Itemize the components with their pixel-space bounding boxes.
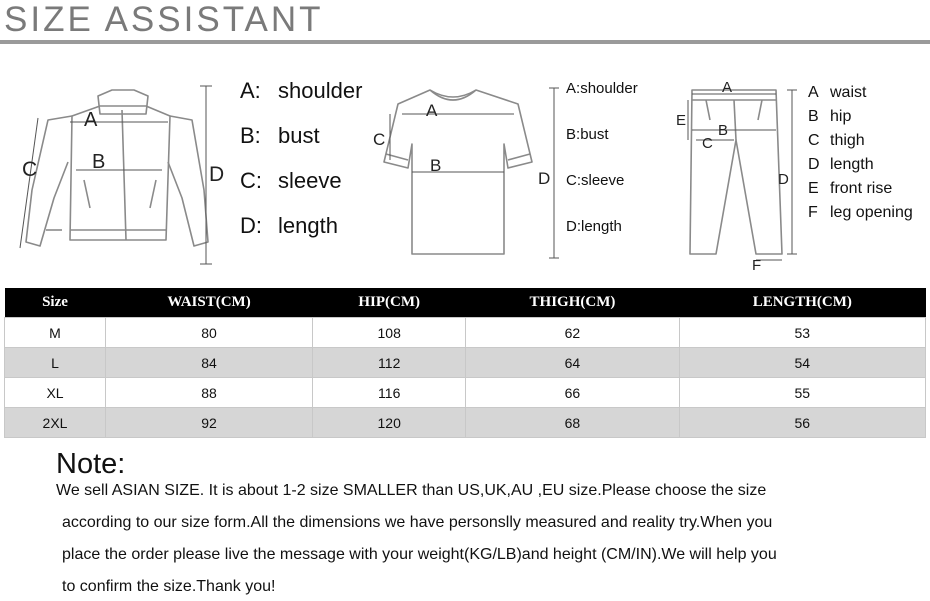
legend-key: A: [566, 80, 581, 97]
legend-item [566, 218, 638, 264]
legend-item [808, 180, 913, 204]
legend-key: D: [566, 218, 581, 235]
table-row [5, 318, 926, 348]
legend-item [566, 80, 638, 126]
legend-key: F [808, 204, 818, 221]
table-cell: 84 [106, 348, 313, 378]
pants-diagram [672, 76, 802, 272]
legend-key: E [808, 180, 819, 197]
legend-key: B [808, 108, 819, 125]
pants-label-e: E [676, 112, 687, 129]
legend-text: shoulder [278, 78, 363, 103]
jacket-diagram [10, 80, 225, 270]
legend-item [566, 172, 638, 218]
table-cell: 68 [466, 408, 679, 438]
tshirt-label-d: D [538, 169, 551, 188]
legend-item [808, 132, 913, 156]
legend-text: sleeve [581, 172, 625, 189]
legend-text: length [830, 156, 874, 173]
legend-key: A: [240, 78, 261, 103]
legend-item [240, 78, 362, 123]
page-title: SIZE ASSISTANT [4, 0, 324, 39]
table-cell: M [5, 318, 106, 348]
table-row [5, 378, 926, 408]
note-line: place the order please live the message with your weight(KG/LB)and height (CM/IN).We will help you [62, 546, 777, 563]
table-cell: 116 [313, 378, 466, 408]
legend-text: length [581, 218, 622, 235]
pants-label-c: C [702, 135, 713, 152]
title-divider [0, 40, 930, 44]
table-row [5, 348, 926, 378]
table-cell: 66 [466, 378, 679, 408]
tshirt-legend [566, 80, 638, 264]
legend-text: shoulder [580, 80, 638, 97]
tshirt-label-b: B [430, 156, 442, 175]
legend-key: C [808, 132, 820, 149]
note-line: to confirm the size.Thank you! [62, 578, 276, 595]
column-header: THIGH(CM) [466, 288, 679, 318]
table-cell: 2XL [5, 408, 106, 438]
pants-legend [808, 84, 913, 228]
table-cell: XL [5, 378, 106, 408]
jacket-label-c: C [22, 158, 38, 181]
column-header: LENGTH(CM) [679, 288, 925, 318]
pants-label-f: F [752, 257, 762, 274]
table-cell: 112 [313, 348, 466, 378]
note-heading: Note: [56, 448, 126, 480]
legend-text: waist [830, 84, 867, 101]
table-cell: 55 [679, 378, 925, 408]
tshirt-diagram [368, 80, 558, 265]
legend-key: D: [240, 213, 262, 238]
table-cell: L [5, 348, 106, 378]
table-cell: 54 [679, 348, 925, 378]
legend-key: C: [566, 172, 581, 189]
legend-text: bust [278, 123, 320, 148]
legend-item [808, 156, 913, 180]
legend-key: D [808, 156, 820, 173]
column-header: WAIST(CM) [106, 288, 313, 318]
legend-text: hip [830, 108, 852, 125]
legend-text: length [278, 213, 338, 238]
jacket-label-b: B [92, 151, 106, 173]
legend-key: C: [240, 168, 262, 193]
legend-key: B: [240, 123, 261, 148]
legend-item [240, 123, 362, 168]
jacket-label-d: D [209, 163, 225, 186]
size-table [4, 288, 926, 438]
legend-key: B: [566, 126, 581, 143]
pants-label-a: A [722, 79, 733, 96]
table-cell: 108 [313, 318, 466, 348]
table-cell: 88 [106, 378, 313, 408]
legend-text: bust [580, 126, 609, 143]
table-cell: 80 [106, 318, 313, 348]
legend-item [808, 108, 913, 132]
pants-label-b: B [718, 122, 729, 139]
legend-key: A [808, 84, 819, 101]
table-cell: 64 [466, 348, 679, 378]
legend-text: front rise [830, 180, 893, 197]
jacket-legend [240, 78, 362, 258]
legend-item [240, 213, 362, 258]
legend-item [566, 126, 638, 172]
column-header: HIP(CM) [313, 288, 466, 318]
legend-text: thigh [830, 132, 865, 149]
table-cell: 62 [466, 318, 679, 348]
legend-item [240, 168, 362, 213]
table-cell: 120 [313, 408, 466, 438]
tshirt-label-a: A [426, 101, 438, 120]
legend-text: sleeve [278, 168, 342, 193]
table-cell: 53 [679, 318, 925, 348]
table-row [5, 408, 926, 438]
tshirt-label-c: C [373, 130, 386, 149]
table-cell: 56 [679, 408, 925, 438]
legend-text: leg opening [830, 204, 913, 221]
note-line: according to our size form.All the dimensions we have personslly measured and reality try.When you [62, 514, 773, 531]
column-header: Size [5, 288, 106, 318]
legend-item [808, 84, 913, 108]
jacket-label-a: A [84, 109, 98, 131]
pants-label-d: D [778, 171, 789, 188]
note-line: We sell ASIAN SIZE. It is about 1-2 size SMALLER than US,UK,AU ,EU size.Please choose the size [56, 482, 767, 499]
table-header-row [5, 288, 926, 318]
table-cell: 92 [106, 408, 313, 438]
legend-item [808, 204, 913, 228]
